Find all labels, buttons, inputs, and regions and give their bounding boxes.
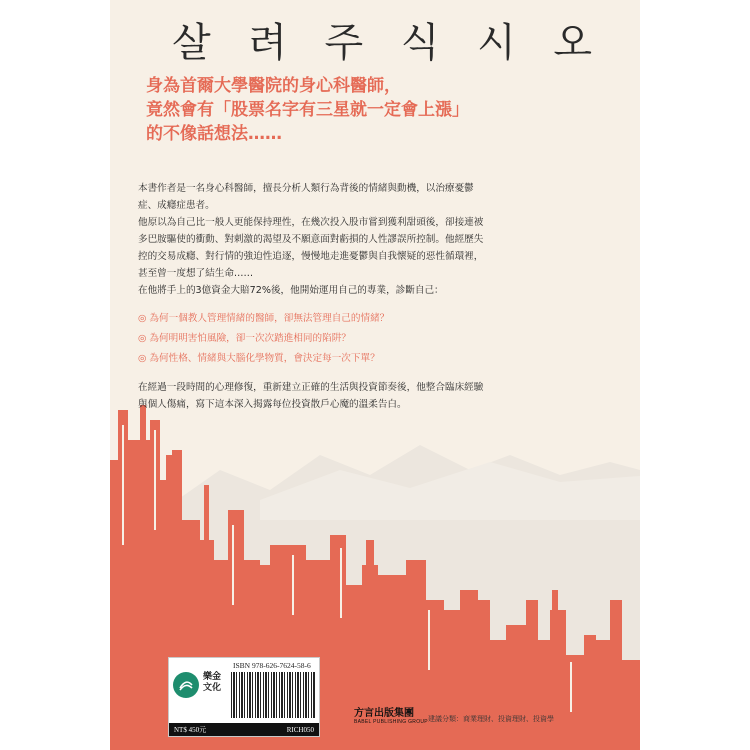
publisher-logo (354, 704, 428, 725)
tower (552, 590, 558, 750)
paragraph-line: 症、成癮症患者。 (138, 200, 215, 211)
paragraph-line: 控的交易成癮、對行情的強迫性追逐，慢慢地走進憂鬱與自我懷疑的惡性循環裡， (138, 251, 484, 262)
title-char: 식 (400, 19, 440, 66)
headline (146, 74, 616, 146)
title-char: 시 (477, 19, 516, 66)
barcode (231, 672, 315, 718)
category-label: 建議分類：商業理財、投資理財、投資學 (428, 715, 554, 723)
barcode-info-box (168, 657, 320, 737)
imprint-line: 樂金 (203, 672, 222, 682)
imprint-line: 文化 (203, 683, 222, 693)
paragraph-line: 在他將手上的3億資金大賠72%後，他開始運用自己的專業，診斷自己： (138, 285, 444, 296)
window-slit (292, 555, 294, 615)
headline-line: 身為首爾大學醫院的身心科醫師， (146, 76, 401, 96)
window-slit (570, 662, 572, 712)
headline-line: 的不像話想法…… (146, 124, 282, 144)
paragraph-line: 在經過一段時間的心理修復，重新建立正確的生活與投資節奏後，他整合臨床經驗 (138, 382, 484, 393)
headline-line: 竟然會有「股票名字有三星就一定會上漲」 (146, 100, 469, 120)
imprint-name (203, 672, 221, 694)
paragraph-line: 與個人傷痛，寫下這本深入揭露每位投資散戶心魔的溫柔告白。 (138, 399, 407, 410)
tower (140, 405, 146, 750)
publisher-name: 方言出版集團 (354, 708, 414, 719)
paragraph-line: 本書作者是一名身心科醫師，擅長分析人類行為背後的情緒與動機，以治療憂鬱 (138, 183, 474, 194)
window-slit (428, 610, 430, 670)
title-char: 주 (324, 19, 364, 66)
publisher-logo-icon (173, 672, 199, 698)
book-title-korean (172, 14, 592, 64)
question-item: ◎ 為何一個教人管理情緒的醫師，卻無法管理自己的情緒？ (138, 313, 390, 324)
paragraph-line: 多巴胺驅使的衝動、對刺激的渴望及不願意面對虧損的人性謬誤所控制。他經歷失 (138, 234, 484, 245)
publisher-name-en: BABEL PUBLISHING GROUP (354, 719, 428, 725)
book-back-cover (110, 0, 640, 750)
window-slit (154, 430, 156, 530)
paragraph-line: 甚至曾一度想了結生命…… (138, 268, 254, 279)
price-bar (169, 723, 319, 736)
isbn-label: ISBN 978-626-7624-58-6 (233, 661, 311, 670)
question-list (138, 309, 608, 369)
window-slit (340, 548, 342, 618)
window-slit (232, 525, 234, 605)
price-label: NT$ 450元 (174, 725, 207, 734)
question-item: ◎ 為何性格、情緒與大腦化學物質，會決定每一次下單？ (138, 353, 380, 364)
title-char: 오 (553, 19, 592, 66)
title-char: 려 (248, 19, 287, 66)
product-code: RICH050 (286, 725, 314, 734)
paragraph-line: 他原以為自己比一般人更能保持理性，在幾次投入股市嘗到獲利甜頭後，卻接連被 (138, 217, 484, 228)
body-text (138, 180, 608, 413)
title-char: 살 (172, 19, 211, 66)
question-item: ◎ 為何明明害怕風險，卻一次次踏進相同的陷阱？ (138, 333, 351, 344)
window-slit (122, 425, 124, 545)
spacer (138, 369, 608, 379)
